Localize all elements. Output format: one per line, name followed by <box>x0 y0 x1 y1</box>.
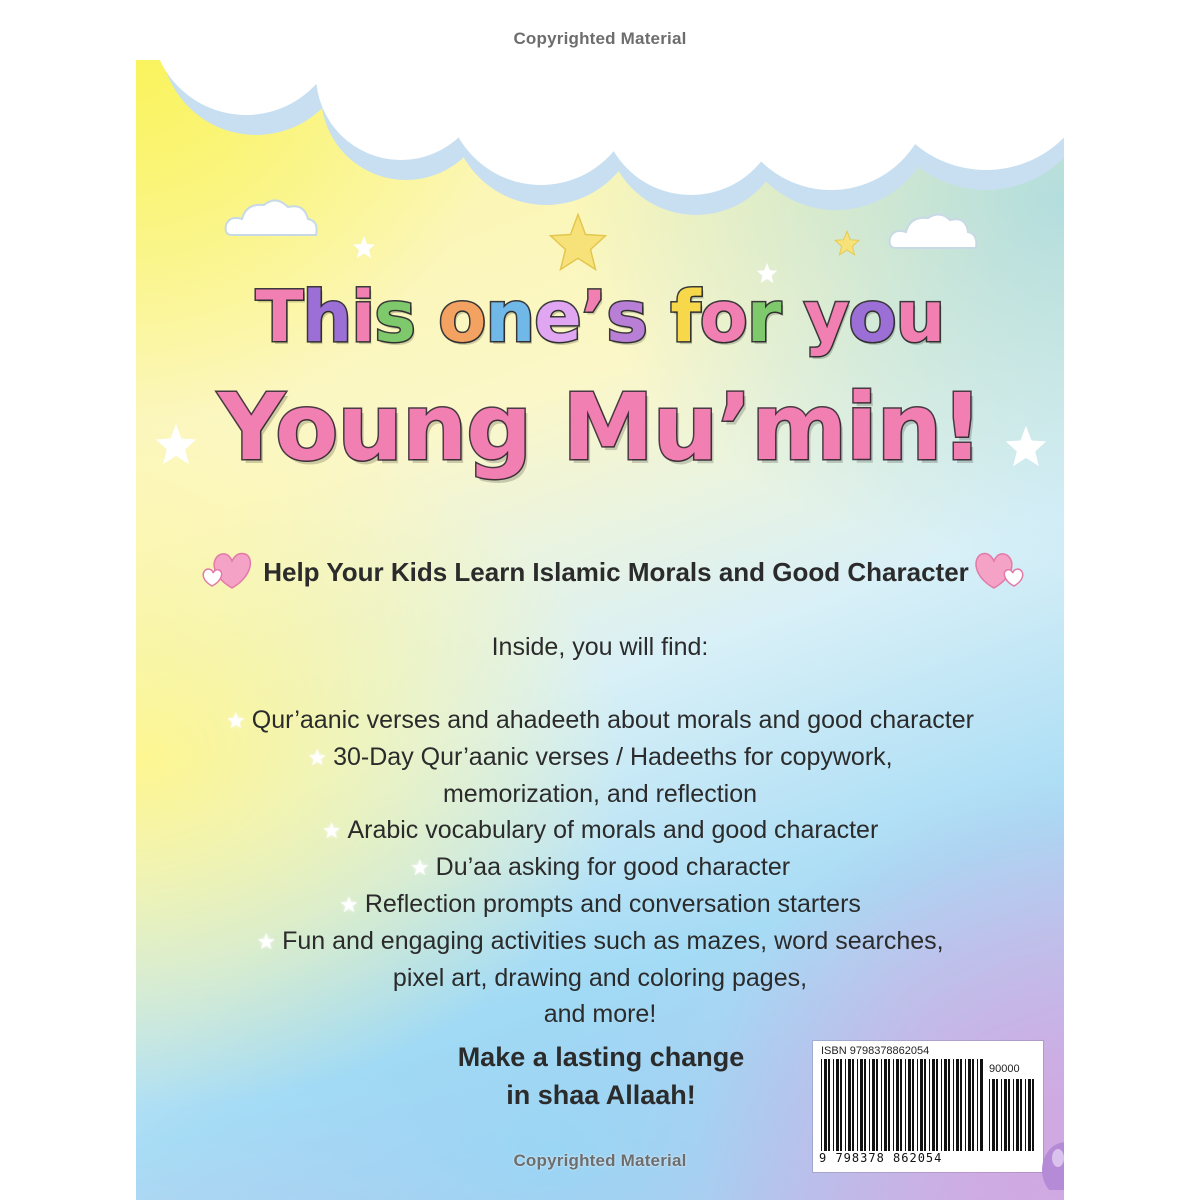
price-barcode-bars <box>989 1079 1035 1151</box>
feature-item: ★ 30-Day Qur’aanic verses / Hadeeths for copywork, memorization, and reflection <box>307 743 893 808</box>
title-word: one’s <box>438 276 647 358</box>
price-code: 90000 <box>989 1063 1020 1075</box>
title-word: for <box>670 276 781 358</box>
copyright-watermark: Copyrighted Material <box>513 29 687 48</box>
heart-icon <box>968 544 1028 594</box>
bullet-star-icon: ★ <box>339 892 359 917</box>
bullet-star-icon: ★ <box>321 818 342 843</box>
feature-item: ★ Reflection prompts and conversation starters <box>339 890 861 918</box>
feature-item: ★ Arabic vocabulary of morals and good character <box>321 816 879 844</box>
bullet-star-icon: ★ <box>409 855 430 880</box>
closing-message <box>376 1038 826 1114</box>
tagline: Help Your Kids Learn Islamic Morals and Good Character <box>263 557 969 587</box>
bullet-star-icon: ★ <box>307 745 328 770</box>
bullet-star-icon: ★ <box>226 708 246 733</box>
feature-item: ★ Du’aa asking for good character <box>409 853 791 881</box>
star-icon <box>352 235 376 259</box>
feature-list <box>136 702 1064 1032</box>
copyright-watermark: Copyrighted Material <box>513 1151 687 1170</box>
barcode-digits: 9 798378 862054 <box>819 1151 943 1165</box>
closing-line-2: in shaa Allaah! <box>506 1080 696 1110</box>
title-word: This <box>255 276 415 358</box>
closing-line-1: Make a lasting change <box>457 1042 745 1072</box>
cover-title <box>136 276 1064 481</box>
small-cloud-icon <box>224 195 319 240</box>
heart-icon <box>198 544 258 594</box>
isbn-label: ISBN 9798378862054 <box>821 1045 930 1057</box>
title-line-2: Young Mu’min! <box>217 374 983 481</box>
star-icon <box>548 212 608 272</box>
title-line-1 <box>136 276 1064 358</box>
bullet-star-icon: ★ <box>256 929 277 954</box>
feature-item: ★ Fun and engaging activities such as mazes, word searches, pixel art, drawing and coloring pages, and more! <box>256 927 944 1028</box>
feature-item: ★ Qur’aanic verses and ahadeeth about morals and good character <box>226 706 974 734</box>
book-back-cover <box>136 0 1064 1200</box>
intro-text: Inside, you will find: <box>491 633 709 661</box>
small-cloud-icon <box>888 210 978 252</box>
barcode-bars <box>821 1059 986 1151</box>
title-word: you <box>803 276 945 358</box>
star-icon <box>834 230 860 256</box>
